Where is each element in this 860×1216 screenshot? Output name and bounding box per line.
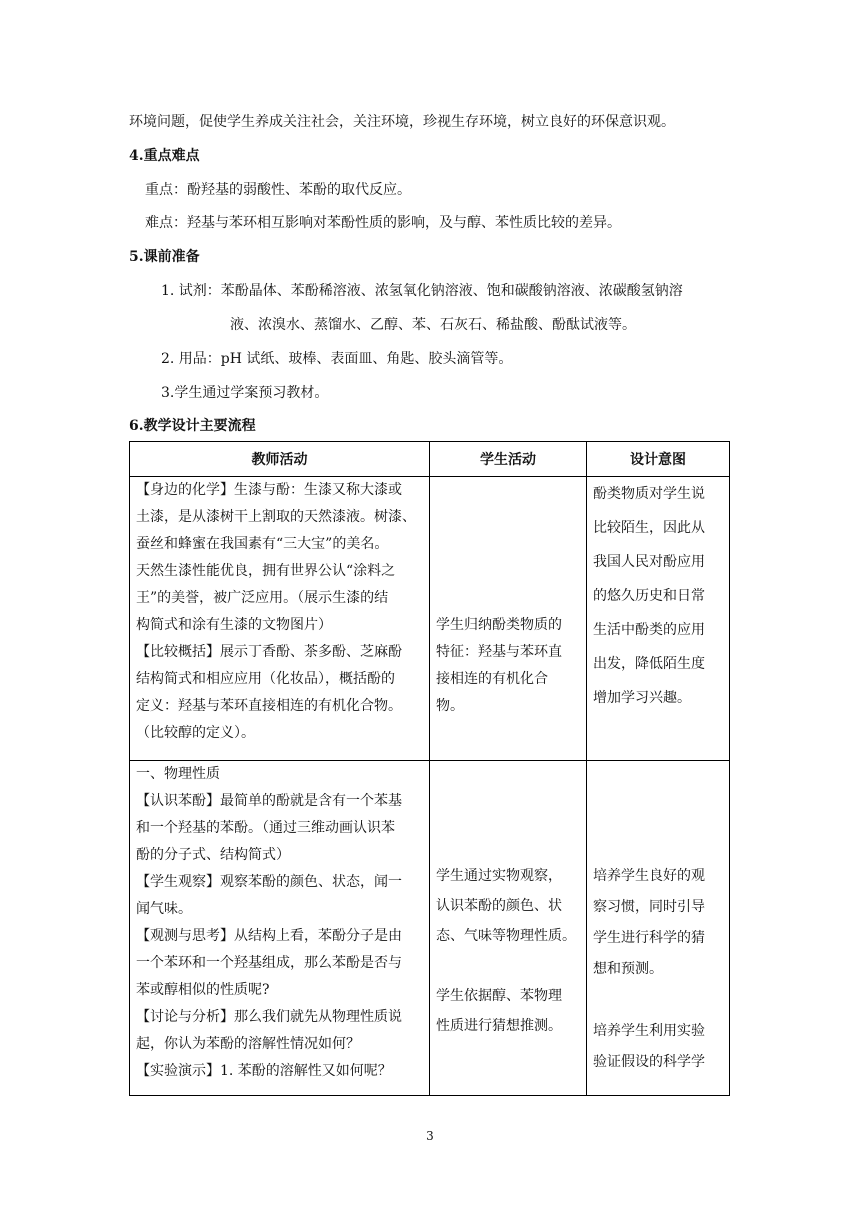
cell-line: 学生归纳酚类物质的 [436, 617, 562, 633]
header-design-intent: 设计意图 [587, 442, 730, 477]
design-intent-cell [587, 477, 730, 761]
cell-line: 生活中酚类的应用 [593, 622, 705, 638]
cell-line: 察习惯，同时引导 [593, 899, 705, 915]
cell-line: 培养学生良好的观 [593, 868, 705, 884]
cell-line: 【身边的化学】生漆与酚：生漆又称大漆或 [136, 482, 402, 498]
cell-line: 酚类物质对学生说 [593, 486, 705, 502]
cell-line: 蚕丝和蜂蜜在我国素有“三大宝”的美名。 [136, 536, 389, 552]
cell-line: 【实验演示】1. 苯酚的溶解性又如何呢？ [136, 1063, 392, 1079]
difficulty-text: 难点：羟基与苯环相互影响对苯酚性质的影响，及与醇、苯性质比较的差异。 [145, 215, 621, 231]
cell-line: 一、物理性质 [136, 766, 220, 782]
header-student-activity: 学生活动 [430, 442, 587, 477]
page-number: 3 [426, 1129, 434, 1143]
cell-line: 学生进行科学的猜 [593, 930, 705, 946]
key-point-text: 重点：酚羟基的弱酸性、苯酚的取代反应。 [145, 182, 411, 198]
prep-item-2: 2. 用品：pH 试纸、玻棒、表面皿、角匙、胶头滴管等。 [161, 351, 513, 367]
cell-line [436, 951, 580, 981]
cell-line [593, 985, 723, 1016]
prep-item-1-line-2: 液、浓溴水、蒸馏水、乙醇、苯、石灰石、稀盐酸、酚酞试液等。 [230, 317, 636, 333]
table-row [130, 761, 730, 1096]
section-6-heading: 6.教学设计主要流程 [129, 418, 256, 434]
cell-line: 【比较概括】展示丁香酚、茶多酚、芝麻酚 [136, 644, 402, 660]
cell-line: 我国人民对酚应用 [593, 554, 705, 570]
cell-line: 性质进行猜想推测。 [436, 1018, 562, 1034]
cell-line: 土漆，是从漆树干上割取的天然漆液。树漆、 [136, 509, 416, 525]
cell-line: 学生依据醇、苯物理 [436, 988, 562, 1004]
cell-line: 学生通过实物观察， [436, 868, 562, 884]
intro-line: 环境问题，促使学生养成关注社会，关注环境，珍视生存环境，树立良好的环保意识观。 [129, 114, 675, 130]
cell-line: 比较陌生，因此从 [593, 520, 705, 536]
cell-line: 一个苯环和一个羟基组成，那么苯酚是否与 [136, 955, 402, 971]
cell-line: 培养学生利用实验 [593, 1023, 705, 1039]
cell-line: 物。 [436, 698, 464, 714]
cell-line: 闻气味。 [136, 901, 192, 917]
teacher-activity-cell [130, 761, 430, 1096]
teaching-flow-table [129, 441, 730, 1096]
student-activity-cell [430, 477, 587, 761]
cell-line: 酚的分子式、结构简式） [136, 847, 290, 863]
table-row [130, 477, 730, 761]
prep-item-3: 3.学生通过学案预习教材。 [161, 385, 329, 401]
cell-line: 的悠久历史和日常 [593, 588, 705, 604]
cell-line: 天然生漆性能优良，拥有世界公认“涂料之 [136, 563, 396, 579]
table-header-row [130, 442, 730, 477]
cell-line: 认识苯酚的颜色、状 [436, 898, 562, 914]
cell-line: 苯或醇相似的性质呢? [136, 982, 270, 998]
cell-line: 【认识苯酚】最简单的酚就是含有一个苯基 [136, 793, 402, 809]
cell-line: 接相连的有机化合 [436, 671, 548, 687]
cell-line: 态、气味等物理性质。 [436, 928, 576, 944]
cell-line: 验证假设的科学学 [593, 1054, 705, 1070]
student-activity-cell [430, 761, 587, 1096]
cell-line: 王”的美誉，被广泛应用。（展示生漆的结 [136, 590, 389, 606]
cell-line: 【观测与思考】从结构上看，苯酚分子是由 [136, 928, 402, 944]
prep-item-1-line-1: 1. 试剂：苯酚晶体、苯酚稀溶液、浓氢氧化钠溶液、饱和碳酸钠溶液、浓碳酸氢钠溶 [161, 283, 683, 299]
cell-line: 【讨论与分析】那么我们就先从物理性质说 [136, 1009, 402, 1025]
cell-line: 想和预测。 [593, 961, 663, 977]
cell-line: 定义：羟基与苯环直接相连的有机化合物。 [136, 698, 402, 714]
teacher-activity-cell [130, 477, 430, 761]
cell-line: 构简式和涂有生漆的文物图片） [136, 617, 332, 633]
cell-line: 和一个羟基的苯酚。（通过三维动画认识苯 [136, 820, 395, 836]
cell-line: 结构简式和相应应用（化妆品），概括酚的 [136, 671, 395, 687]
cell-line: 出发，降低陌生度 [593, 656, 705, 672]
cell-line: 增加学习兴趣。 [593, 690, 691, 706]
cell-line: 【学生观察】观察苯酚的颜色、状态，闻一 [136, 874, 402, 890]
cell-line: （比较醇的定义）。 [136, 725, 255, 741]
header-teacher-activity: 教师活动 [130, 442, 430, 477]
cell-line: 起，你认为苯酚的溶解性情况如何？ [136, 1036, 360, 1052]
section-4-heading: 4.重点难点 [129, 148, 200, 164]
cell-line: 特征：羟基与苯环直 [436, 644, 562, 660]
design-intent-cell [587, 761, 730, 1096]
section-5-heading: 5.课前准备 [129, 249, 200, 265]
